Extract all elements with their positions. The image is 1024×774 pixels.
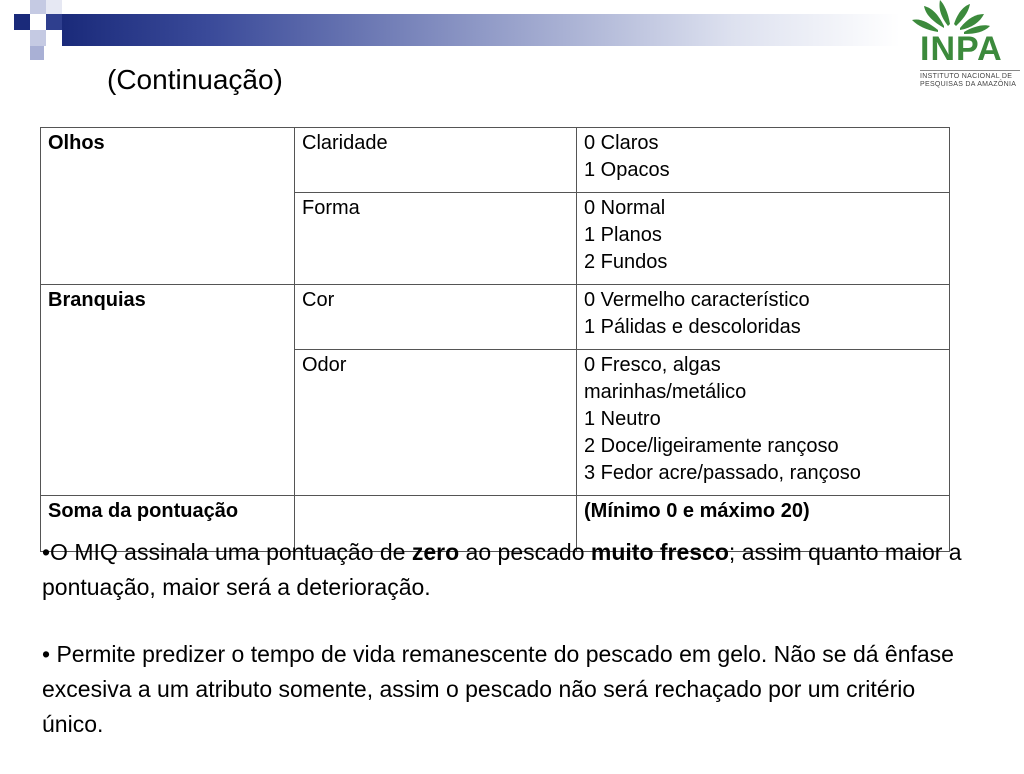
scores-cell	[577, 128, 950, 193]
score-line: 2 Doce/ligeiramente rançoso	[584, 435, 839, 457]
score-line: 1 Pálidas e descoloridas	[584, 316, 801, 338]
score-line: 0 Fresco, algas	[584, 354, 721, 376]
attribute-cell: Odor	[295, 350, 577, 496]
total-label-cell: Soma da pontuação	[41, 496, 295, 552]
table-row	[41, 128, 950, 193]
scores-cell	[577, 285, 950, 350]
logo-subtitle	[920, 70, 1020, 89]
score-line: 2 Fundos	[584, 251, 668, 273]
page-title: (Continuação)	[107, 64, 283, 95]
decor-square	[30, 46, 44, 60]
bullet-item	[42, 535, 982, 605]
decor-square	[30, 30, 46, 46]
quality-index-table	[40, 127, 950, 552]
score-line: 1 Opacos	[584, 159, 670, 181]
decor-square	[30, 0, 46, 14]
score-line: 0 Claros	[584, 132, 659, 154]
table-row	[41, 285, 950, 350]
bullet-text: ; assim quanto maior a pontuação, maior será a deterioração.	[42, 539, 962, 600]
bullet-text: ao pescado	[459, 539, 591, 565]
attribute-cell: Cor	[295, 285, 577, 350]
decor-square	[14, 14, 30, 30]
bullet-text: •O MIQ assinala uma pontuação de	[42, 539, 412, 565]
bullet-text: • Permite predizer o tempo de vida remanescente do pescado em gelo. Não se dá ênfase excesiva a um atributo somente, assim o pescado não será rechaçado por um critério único.	[42, 641, 954, 737]
score-line: marinhas/metálico	[584, 381, 747, 403]
group-cell: Branquias	[41, 285, 295, 496]
bullet-item	[42, 637, 982, 742]
header-gradient-band	[62, 14, 900, 46]
scores-cell	[577, 350, 950, 496]
scores-cell	[577, 193, 950, 285]
bullet-emphasis: zero	[411, 539, 460, 565]
decor-square	[46, 0, 62, 14]
attribute-cell: Claridade	[295, 128, 577, 193]
decor-square	[46, 14, 62, 30]
bullet-emphasis: muito fresco	[590, 539, 729, 565]
score-line: 0 Normal	[584, 197, 666, 219]
logo-subtitle-line: PESQUISAS DA AMAZÔNIA	[920, 81, 1017, 88]
score-line: 0 Vermelho característico	[584, 289, 810, 311]
score-line: 3 Fedor acre/passado, rançoso	[584, 462, 861, 484]
group-cell: Olhos	[41, 128, 295, 285]
logo-name: INPA	[920, 30, 1003, 68]
attribute-cell: Forma	[295, 193, 577, 285]
score-line: 1 Neutro	[584, 408, 661, 430]
logo-subtitle-line: INSTITUTO NACIONAL DE	[920, 73, 1013, 80]
score-line: 1 Planos	[584, 224, 662, 246]
bullet-list	[42, 535, 982, 774]
total-range-cell: (Mínimo 0 e máximo 20)	[577, 496, 950, 552]
